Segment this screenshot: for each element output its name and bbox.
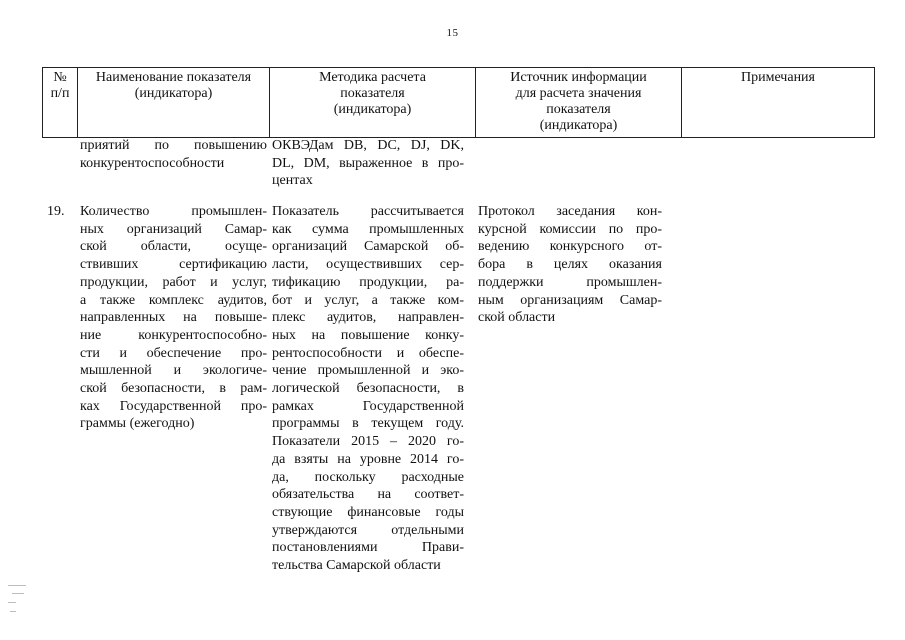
text-line: сти и обеспечение про- [80,345,267,361]
text-line: ской области [478,310,556,326]
text-line: программы в текущем году. [272,416,464,432]
text-line: Количество промышлен- [80,204,267,219]
row-19-calculation-method [272,203,464,575]
row-19-information-source [478,203,662,327]
table-header [42,67,875,138]
text-line: ным организациям Самар- [478,292,662,308]
text-line: организаций Самарской об- [272,239,464,255]
text-line: рентоспособности и обеспе- [272,345,464,361]
text-line: логической безопасности, в [272,381,464,397]
text-line: тельства Самарской области [272,558,441,574]
text-line: Примечания [740,70,815,85]
header-calculation-method [270,68,476,138]
text-line: для расчета значения [515,86,642,101]
text-line: (индикатора) [134,86,213,101]
text-line: Протокол заседания кон- [478,204,662,219]
scan-artifact [8,585,32,615]
text-line: да взяты на уровне 2014 го- [272,451,464,467]
text-line: тификацию продукции, ра- [272,274,464,290]
text-line: Наименование показателя [95,70,252,85]
text-line: ской области, осуще- [80,239,267,255]
text-line: ствивших сертификацию [80,257,267,273]
row-19-number: 19. [47,204,65,219]
header-information-source [476,68,682,138]
text-line: ласти, осуществивших сер- [272,257,464,273]
text-line: Показатель рассчитывается [272,204,464,219]
text-line: ние конкурентоспособно- [80,327,267,343]
row-19-indicator-name [80,203,267,433]
text-line: (индикатора) [539,118,618,133]
text-line: ных организаций Самар- [80,221,267,237]
text-line: ках Государственной про- [80,398,267,414]
text-line: Методика расчета [319,70,426,85]
text-line: чение промышленной и эко- [272,363,464,379]
text-line: Источник информации [510,70,647,85]
text-line: конкурентоспособности [80,155,225,171]
text-line: обязательства на соответ- [272,487,464,503]
text-line: продукции, работ и услуг, [80,274,267,290]
text-line: бот и услуг, а также ком- [272,292,464,308]
text-line: ведению конкурсного от- [478,239,662,255]
text-line: как сумма промышленных [272,221,464,237]
header-indicator-name [78,68,270,138]
text-line: плекс аудитов, направлен- [272,310,464,326]
text-line: ствующие финансовые годы [272,504,464,520]
text-line: (индикатора) [333,102,412,117]
text-line: показателя [340,86,405,101]
text-line: приятий по повышению [80,138,267,153]
text-line: Показатели 2015 – 2020 го- [272,434,464,450]
text-line: направленных на повыше- [80,310,267,326]
text-line: да, поскольку расходные [272,469,464,485]
text-line: постановлениями Прави- [272,540,464,556]
text-line: мышленной и экологиче- [80,363,267,379]
text-line: показателя [546,102,611,117]
header-number [43,68,78,138]
text-line: поддержки промышлен- [478,274,662,290]
text-line: центах [272,173,313,189]
page-number: 15 [446,27,459,39]
continuation-calculation-method [272,137,464,190]
text-line: рамках Государственной [272,398,464,414]
text-line: утверждаются отдельными [272,522,464,538]
text-line: № [53,70,67,85]
text-line: а также комплекс аудитов, [80,292,267,308]
text-line: граммы (ежегодно) [80,416,195,432]
text-line: п/п [50,86,70,101]
header-notes [682,68,875,138]
text-line: ных на повышение конку- [272,327,464,343]
text-line: DL, DM, выраженное в про- [272,155,464,171]
text-line: курсной комиссии по про- [478,221,662,237]
text-line: ОКВЭДам DB, DC, DJ, DK, [272,138,464,153]
text-line: ской безопасности, в рам- [80,381,267,397]
continuation-indicator-name [80,137,267,172]
text-line: бора в целях оказания [478,257,662,273]
